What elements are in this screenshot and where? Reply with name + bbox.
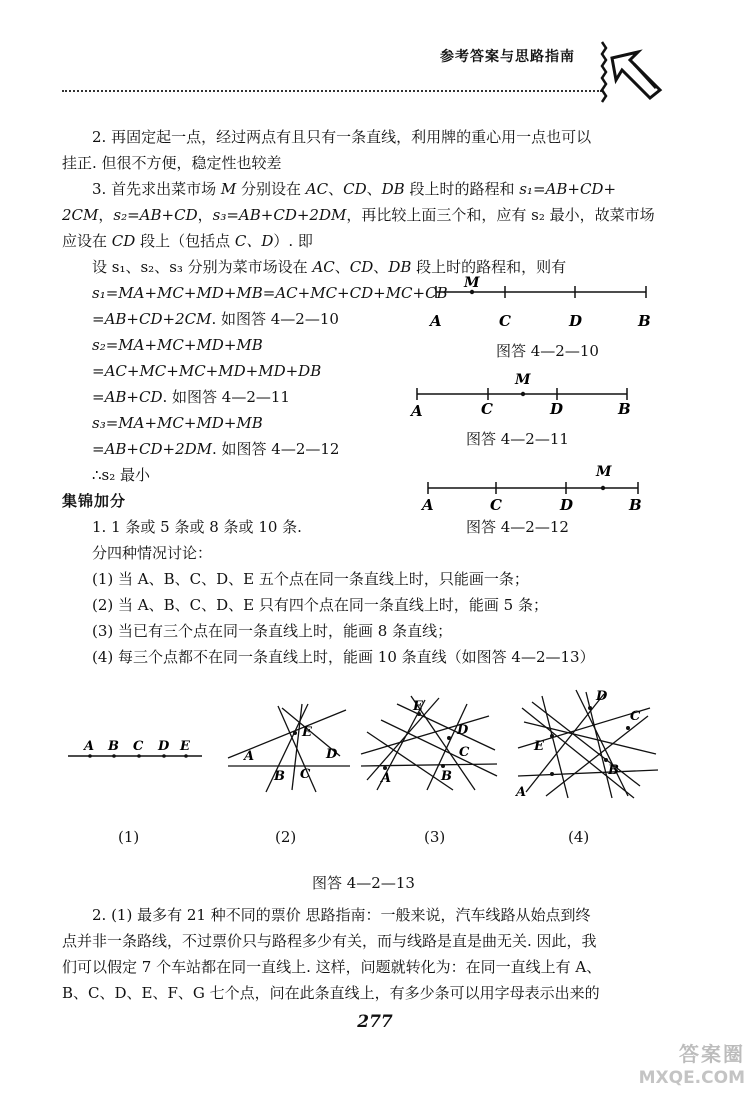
header-dotted-rule — [62, 90, 602, 92]
q2-line4: B、C、D、E、F、G 七个点，问在此条直线上，有多少条可以用字母表示出来的 — [62, 984, 600, 1002]
p3-line1: 3. 首先求出菜市场 M 分别设在 AC、CD、DB 段上时的路程和 s₁=AB+CD+ — [92, 180, 617, 198]
fig13-4-label-c: C — [630, 709, 641, 724]
fig13-3-label-b: B — [441, 769, 452, 784]
watermark-logo: 答案圈 — [679, 1042, 745, 1066]
figure-4-2-13-sub2 — [222, 700, 357, 795]
derivation-intro: 设 s₁、s₂、s₃ 分别为菜市场设在 AC、CD、DB 段上时的路程和，则有 — [92, 258, 567, 276]
fig13-1-point-e — [184, 754, 188, 758]
derivation-s2-result: =AB+CD. 如图答 4—2—11 — [92, 388, 290, 406]
figure-4-2-10 — [420, 274, 660, 334]
fig13-sub4-number: (4) — [568, 828, 590, 846]
fig13-sub3-number: (3) — [424, 828, 446, 846]
fig13-3-label-c: C — [459, 745, 470, 760]
fig11-label-d: D — [550, 400, 564, 418]
fig13-2-label-a: A — [244, 749, 255, 764]
q1-case4: (4) 每三个点都不在同一条直线上时，能画 10 条直线（如图答 4—2—13） — [92, 648, 595, 666]
fig13-3-label-a: A — [381, 771, 392, 786]
figure-4-2-13-sub1 — [62, 730, 212, 780]
q1-answer: 1. 1 条或 5 条或 8 条或 10 条. — [92, 518, 302, 536]
fig11-label-a: A — [411, 402, 423, 420]
fig13-sub1-number: (1) — [118, 828, 140, 846]
q1-case2: (2) 当 A、B、C、D、E 只有四个点在同一条直线上时，能画 5 条； — [92, 596, 548, 614]
fig10-label-a: A — [430, 312, 442, 330]
figure-4-2-12 — [416, 460, 656, 516]
q2-line1: 2. (1) 最多有 21 种不同的票价 思路指南：一般来说，汽车线路从始点到终 — [92, 906, 591, 924]
fig12-label-m: M — [596, 464, 612, 480]
page-number: 277 — [357, 1012, 393, 1032]
watermark-url: MXQE.COM — [638, 1068, 745, 1088]
fig13-sub2-number: (2) — [275, 828, 297, 846]
fig13-1-label-d: D — [158, 739, 170, 754]
fig12-label-d: D — [560, 496, 574, 514]
fig10-label-c: C — [499, 312, 511, 330]
fig11-label-b: B — [618, 400, 631, 418]
derivation-s2: s₂=MA+MC+MD+MB — [92, 336, 263, 354]
derivation-s1: s₁=MA+MC+MD+MB=AC+MC+CD+MC+CB — [92, 284, 448, 302]
derivation-s1-result: =AB+CD+2CM. 如图答 4—2—10 — [92, 310, 339, 328]
derivation-s2-expand: =AC+MC+MC+MD+MD+DB — [92, 362, 322, 380]
fig13-2-label-d: D — [326, 747, 338, 762]
section-title: 集锦加分 — [62, 492, 127, 510]
fig12-caption: 图答 4—2—12 — [466, 518, 569, 536]
q1-case3: (3) 当已有三个点在同一条直线上时，能画 8 条直线； — [92, 622, 453, 640]
fig11-caption: 图答 4—2—11 — [466, 430, 569, 448]
fig13-4-label-a: A — [516, 785, 527, 800]
q2-line3: 们可以假定 7 个车站都在同一直线上. 这样，问题就转化为：在同一直线上有 A、 — [62, 958, 602, 976]
fig13-3-label-d: D — [457, 723, 469, 738]
header-arrow-icon — [598, 40, 678, 110]
fig10-label-b: B — [638, 312, 651, 330]
q2-line2: 点并非一条路线，不过票价只与路程多少有关，而与线路是直是曲无关. 因此，我 — [62, 932, 597, 950]
fig13-4-label-b: B — [608, 763, 619, 778]
derivation-s3-result: =AB+CD+2DM. 如图答 4—2—12 — [92, 440, 340, 458]
fig13-1-label-b: B — [108, 739, 119, 754]
fig13-1-point-b — [112, 754, 116, 758]
figure-4-2-11 — [405, 368, 645, 420]
figure-4-2-13-sub3 — [357, 690, 502, 795]
figure-4-2-13-sub4 — [512, 686, 660, 804]
fig12-point-m — [601, 486, 605, 490]
fig13-2-label-e: E — [302, 725, 312, 740]
fig13-2-label-c: C — [300, 767, 311, 782]
fig13-1-label-a: A — [84, 739, 95, 754]
fig12-label-b: B — [629, 496, 642, 514]
q1-intro: 分四种情况讨论： — [92, 544, 213, 562]
fig10-label-d: D — [569, 312, 583, 330]
p2-line2: 挂正. 但很不方便，稳定性也较差 — [62, 154, 282, 172]
p2-line1: 2. 再固定起一点，经过两点有且只有一条直线，利用牌的重心用一点也可以 — [92, 128, 592, 146]
p3-line3: 应设在 CD 段上（包括点 C、D）. 即 — [62, 232, 313, 250]
fig11-label-m: M — [515, 372, 531, 388]
fig10-label-m: M — [464, 275, 480, 291]
fig13-3-label-e: E — [413, 699, 423, 714]
fig13-2-label-b: B — [274, 769, 285, 784]
q1-case1: (1) 当 A、B、C、D、E 五个点在同一条直线上时，只能画一条； — [92, 570, 529, 588]
fig10-caption: 图答 4—2—10 — [496, 342, 599, 360]
fig12-label-a: A — [422, 496, 434, 514]
running-header-title: 参考答案与思路指南 — [440, 49, 575, 65]
fig13-1-label-e: E — [180, 739, 190, 754]
fig13-1-point-a — [88, 754, 92, 758]
p3-line2: 2CM，s₂=AB+CD，s₃=AB+CD+2DM，再比较上面三个和，应有 s₂ 最小，故菜市场 — [62, 206, 655, 224]
fig13-4-label-d: D — [596, 689, 608, 704]
fig13-1-point-d — [162, 754, 166, 758]
fig11-point-m — [521, 392, 525, 396]
fig13-1-point-c — [137, 754, 141, 758]
fig13-4-label-e: E — [534, 739, 544, 754]
derivation-conclusion: ∴s₂ 最小 — [92, 466, 151, 484]
fig13-1-label-c: C — [133, 739, 144, 754]
fig12-label-c: C — [490, 496, 502, 514]
fig13-caption: 图答 4—2—13 — [312, 874, 415, 892]
fig11-label-c: C — [481, 400, 493, 418]
derivation-s3: s₃=MA+MC+MD+MB — [92, 414, 263, 432]
